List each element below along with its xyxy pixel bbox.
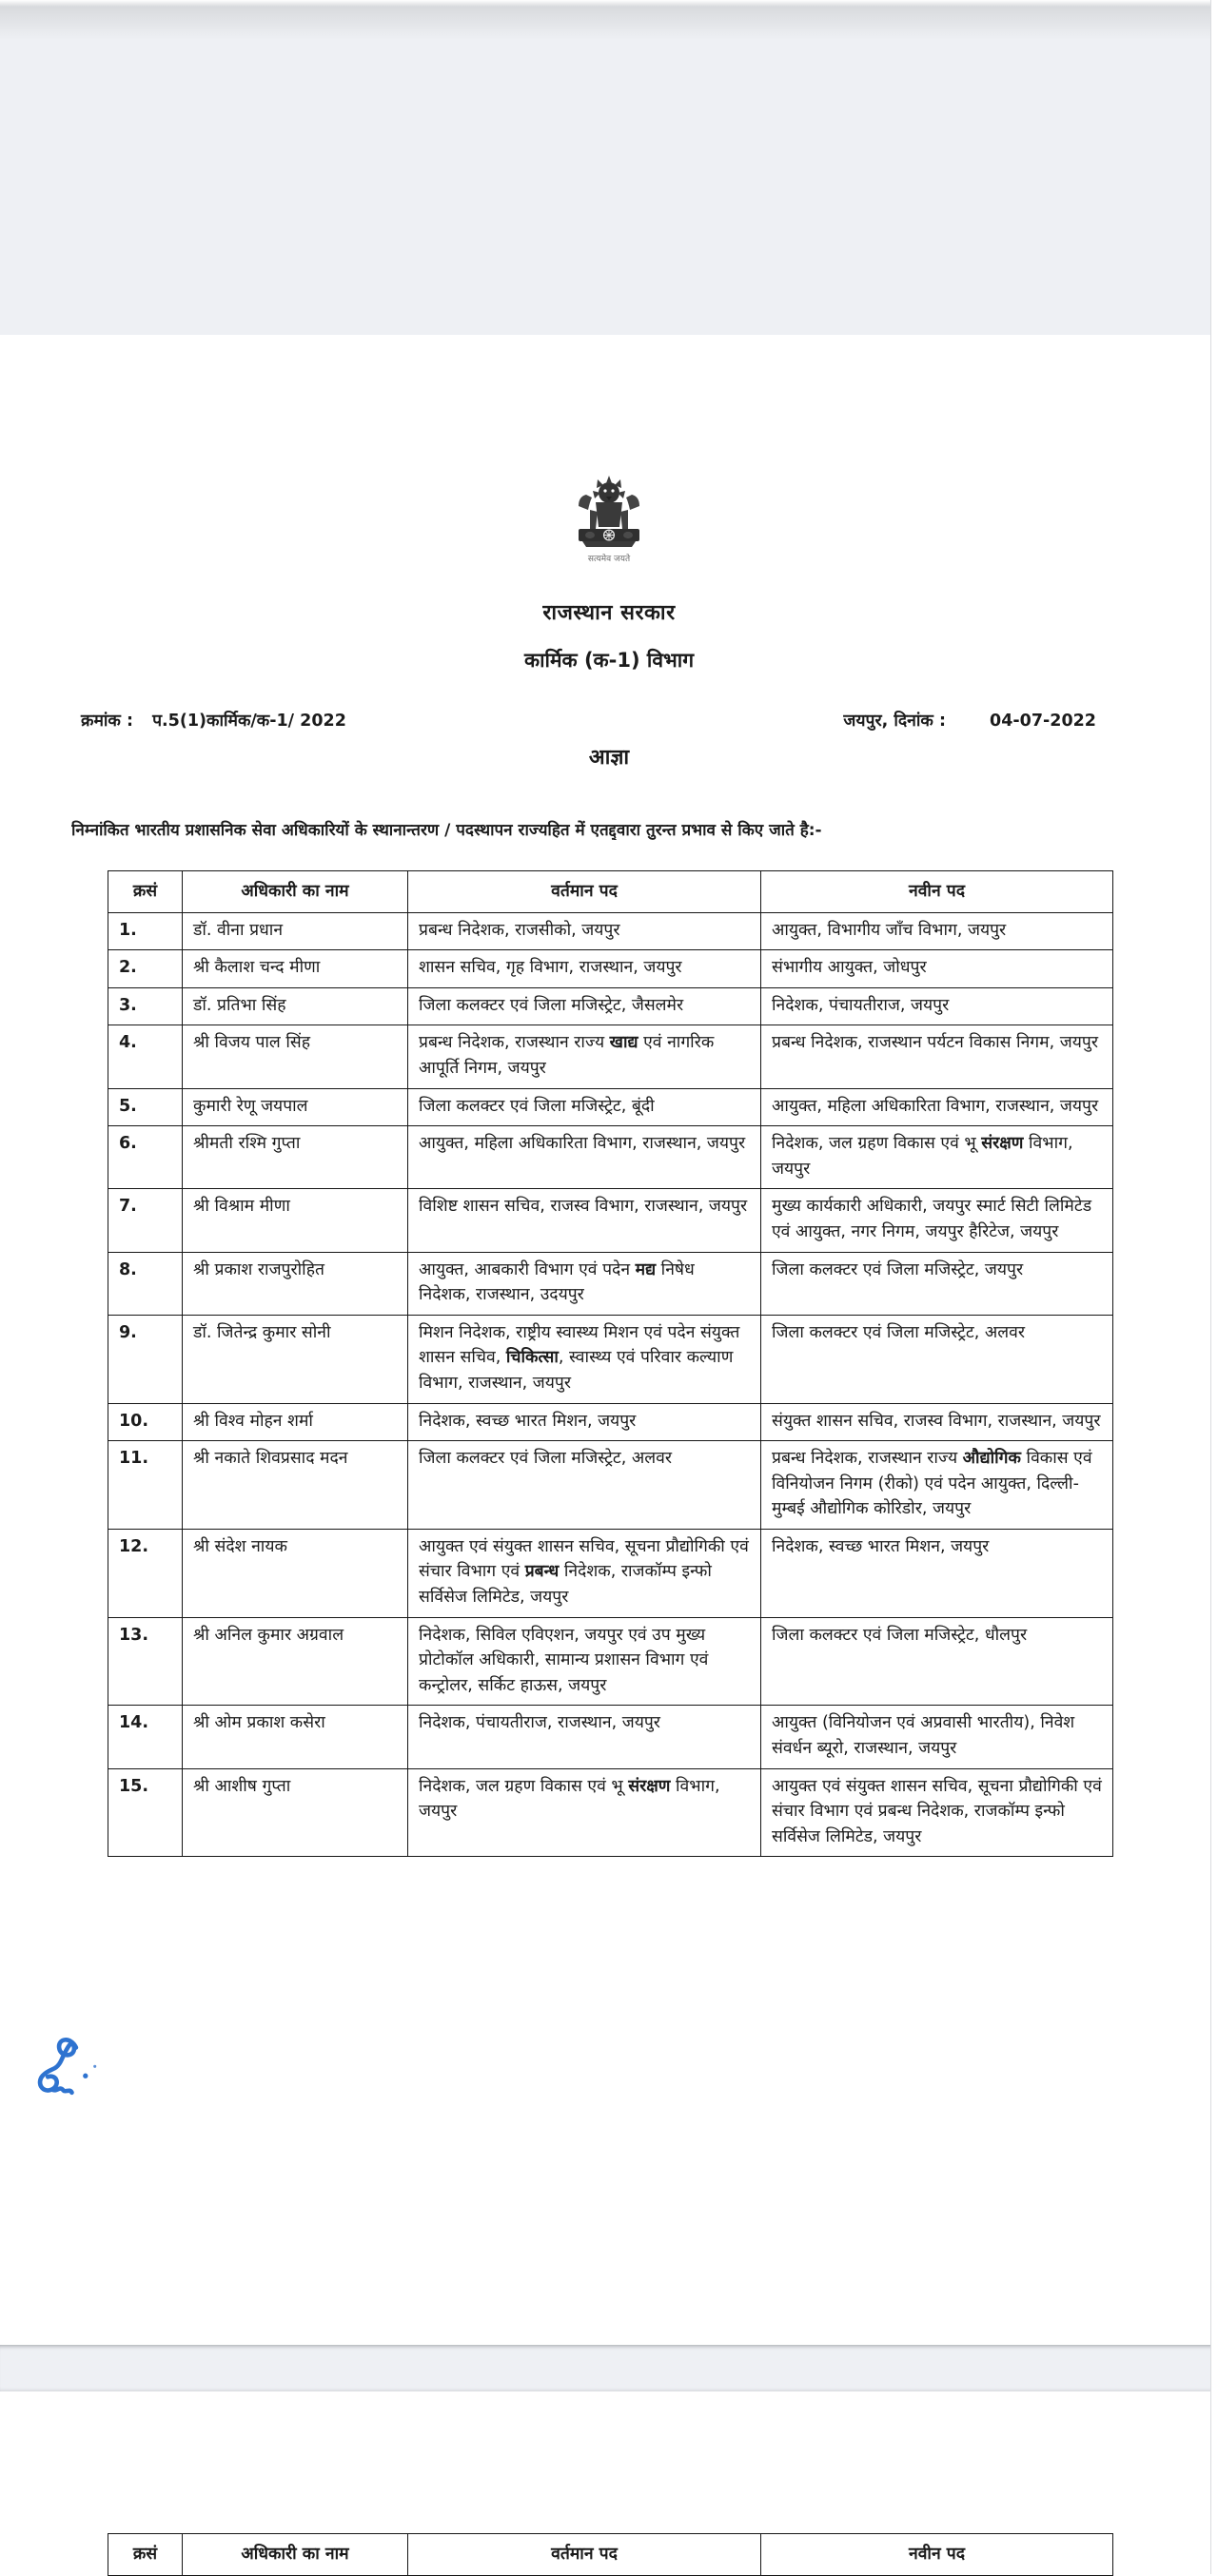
cell-current-post: शासन सचिव, गृह विभाग, राजस्थान, जयपुर: [408, 950, 761, 988]
table-row: [108, 1126, 1113, 1189]
header-officer-name: अधिकारी का नाम: [183, 2534, 408, 2576]
table-row: [108, 1529, 1113, 1617]
cell-new-post: संयुक्त शासन सचिव, राजस्व विभाग, राजस्थान, जयपुर: [761, 1403, 1113, 1441]
cell-officer-name: श्री अनिल कुमार अग्रवाल: [183, 1617, 408, 1706]
table-row: [108, 1617, 1113, 1706]
cell-officer-name: कुमारी रेणू जयपाल: [183, 1088, 408, 1126]
cell-officer-name: श्री कैलाश चन्द मीणा: [183, 950, 408, 988]
table-row: [108, 1315, 1113, 1403]
cell-current-post: निदेशक, स्वच्छ भारत मिशन, जयपुर: [408, 1403, 761, 1441]
cell-officer-name: डॉ. प्रतिभा सिंह: [183, 987, 408, 1025]
cell-new-post: आयुक्त एवं संयुक्त शासन सचिव, सूचना प्रौद्योगिकी एवं संचार विभाग एवं प्रबन्ध निदेशक, राजकॉम्प इन्फो सर्विसेज लिमिटेड, जयपुर: [761, 1768, 1113, 1857]
cell-serial: 4.: [108, 1025, 183, 1088]
emblem-motto: सत्यमेव जयते: [587, 555, 631, 564]
cell-current-post: मिशन निदेशक, राष्ट्रीय स्वास्थ्य मिशन एवं पदेन संयुक्त शासन सचिव, चिकित्सा, स्वास्थ्य एवं परिवार कल्याण विभाग, राजस्थान, जयपुर: [408, 1315, 761, 1403]
right-edge-strip: [1210, 0, 1218, 2574]
reference-number: [81, 709, 346, 732]
second-table-container: [108, 2533, 1113, 2576]
cell-serial: 5.: [108, 1088, 183, 1126]
table-row: [108, 987, 1113, 1025]
cell-serial: 8.: [108, 1252, 183, 1315]
transfer-table-container: [108, 870, 1113, 1857]
intro-paragraph: निम्नांकित भारतीय प्रशासनिक सेवा अधिकारियों के स्थानान्तरण / पदस्थापन राज्यहित में एतद्द्वारा तुरन्त प्रभाव से किए जाते है:-: [71, 821, 822, 840]
cell-current-post: आयुक्त, महिला अधिकारिता विभाग, राजस्थान, जयपुर: [408, 1126, 761, 1189]
second-page: [0, 2391, 1218, 2574]
reference-line: [0, 709, 1218, 732]
cell-serial: 2.: [108, 950, 183, 988]
cell-current-post: जिला कलक्टर एवं जिला मजिस्ट्रेट, बूंदी: [408, 1088, 761, 1126]
page-gap-middle: [0, 2345, 1218, 2391]
cell-officer-name: डॉ. जितेन्द्र कुमार सोनी: [183, 1315, 408, 1403]
cell-new-post: संभागीय आयुक्त, जोधपुर: [761, 950, 1113, 988]
cell-officer-name: श्रीमती रश्मि गुप्ता: [183, 1126, 408, 1189]
cell-serial: 14.: [108, 1706, 183, 1768]
cell-serial: 12.: [108, 1529, 183, 1617]
government-title: राजस्थान सरकार: [542, 601, 676, 625]
table-header-row: [108, 871, 1113, 913]
header-serial: क्रसं: [108, 2534, 183, 2576]
cell-officer-name: डॉ. वीना प्रधान: [183, 912, 408, 950]
cell-new-post: निदेशक, स्वच्छ भारत मिशन, जयपुर: [761, 1529, 1113, 1617]
cell-current-post: निदेशक, सिविल एविएशन, जयपुर एवं उप मुख्य प्रोटोकॉल अधिकारी, सामान्य प्रशासन विभाग एवं कन्ट्रोलर, सर्किट हाऊस, जयपुर: [408, 1617, 761, 1706]
cell-serial: 1.: [108, 912, 183, 950]
cell-current-post: प्रबन्ध निदेशक, राजसीको, जयपुर: [408, 912, 761, 950]
emblem-container: [0, 472, 1218, 597]
cell-new-post: प्रबन्ध निदेशक, राजस्थान पर्यटन विकास निगम, जयपुर: [761, 1025, 1113, 1088]
cell-serial: 10.: [108, 1403, 183, 1441]
place-and-date: [843, 709, 1096, 732]
table-row: [108, 1403, 1113, 1441]
reference-label: क्रमांक :: [81, 712, 133, 731]
cell-serial: 15.: [108, 1768, 183, 1857]
cell-serial: 7.: [108, 1189, 183, 1252]
cell-serial: 9.: [108, 1315, 183, 1403]
cell-new-post: आयुक्त (विनियोजन एवं अप्रवासी भारतीय), निवेश संवर्धन ब्यूरो, राजस्थान, जयपुर: [761, 1706, 1113, 1768]
cell-serial: 6.: [108, 1126, 183, 1189]
cell-officer-name: श्री नकाते शिवप्रसाद मदन: [183, 1441, 408, 1530]
cell-new-post: आयुक्त, विभागीय जाँच विभाग, जयपुर: [761, 912, 1113, 950]
cell-new-post: मुख्य कार्यकारी अधिकारी, जयपुर स्मार्ट सिटी लिमिटेड एवं आयुक्त, नगर निगम, जयपुर हैरिटेज, जयपुर: [761, 1189, 1113, 1252]
cell-new-post: आयुक्त, महिला अधिकारिता विभाग, राजस्थान, जयपुर: [761, 1088, 1113, 1126]
cell-current-post: जिला कलक्टर एवं जिला मजिस्ट्रेट, अलवर: [408, 1441, 761, 1530]
cell-new-post: निदेशक, जल ग्रहण विकास एवं भू संरक्षण विभाग, जयपुर: [761, 1126, 1113, 1189]
table-row: [108, 1252, 1113, 1315]
cell-officer-name: श्री विश्व मोहन शर्मा: [183, 1403, 408, 1441]
cell-current-post: आयुक्त, आबकारी विभाग एवं पदेन मद्य निषेध निदेशक, राजस्थान, उदयपुर: [408, 1252, 761, 1315]
cell-current-post: निदेशक, पंचायतीराज, राजस्थान, जयपुर: [408, 1706, 761, 1768]
cell-current-post: निदेशक, जल ग्रहण विकास एवं भू संरक्षण विभाग, जयपुर: [408, 1768, 761, 1857]
cell-officer-name: श्री ओम प्रकाश कसेरा: [183, 1706, 408, 1768]
reference-value: प.5(1)कार्मिक/क-1/ 2022: [152, 712, 346, 731]
header-officer-name: अधिकारी का नाम: [183, 871, 408, 913]
ink-signature-mark: [25, 2032, 108, 2116]
second-page-table: [108, 2533, 1113, 2576]
cell-new-post: जिला कलक्टर एवं जिला मजिस्ट्रेट, जयपुर: [761, 1252, 1113, 1315]
cell-serial: 11.: [108, 1441, 183, 1530]
table-row: [108, 1768, 1113, 1857]
ashoka-emblem-icon: [561, 472, 657, 594]
place-date-label: जयपुर, दिनांक :: [843, 712, 946, 731]
table-row: [108, 1706, 1113, 1768]
cell-officer-name: श्री प्रकाश राजपुरोहित: [183, 1252, 408, 1315]
order-heading: आज्ञा: [588, 746, 630, 770]
table-row: [108, 1088, 1113, 1126]
cell-current-post: विशिष्ट शासन सचिव, राजस्व विभाग, राजस्थान, जयपुर: [408, 1189, 761, 1252]
header-current-post: वर्तमान पद: [408, 2534, 761, 2576]
cell-new-post: निदेशक, पंचायतीराज, जयपुर: [761, 987, 1113, 1025]
cell-serial: 3.: [108, 987, 183, 1025]
cell-current-post: आयुक्त एवं संयुक्त शासन सचिव, सूचना प्रौद्योगिकी एवं संचार विभाग एवं प्रबन्ध निदेशक, राजकॉम्प इन्फो सर्विसेज लिमिटेड, जयपुर: [408, 1529, 761, 1617]
header-new-post: नवीन पद: [761, 2534, 1113, 2576]
page-gap-top: [0, 0, 1218, 335]
table-header-row: [108, 2534, 1113, 2576]
table-row: [108, 912, 1113, 950]
table-row: [108, 1441, 1113, 1530]
order-date: 04-07-2022: [990, 712, 1096, 731]
cell-officer-name: श्री संदेश नायक: [183, 1529, 408, 1617]
cell-current-post: जिला कलक्टर एवं जिला मजिस्ट्रेट, जैसलमेर: [408, 987, 761, 1025]
cell-new-post: प्रबन्ध निदेशक, राजस्थान राज्य औद्योगिक विकास एवं विनियोजन निगम (रीको) एवं पदेन आयुक्त, दिल्ली-मुम्बई औद्योगिक कोरिडोर, जयपुर: [761, 1441, 1113, 1530]
department-title: कार्मिक (क-1) विभाग: [523, 649, 695, 672]
order-page: [0, 335, 1218, 2345]
cell-serial: 13.: [108, 1617, 183, 1706]
cell-officer-name: श्री आशीष गुप्ता: [183, 1768, 408, 1857]
header-new-post: नवीन पद: [761, 871, 1113, 913]
table-row: [108, 1189, 1113, 1252]
header-serial: क्रसं: [108, 871, 183, 913]
transfer-table: [108, 870, 1113, 1857]
cell-current-post: प्रबन्ध निदेशक, राजस्थान राज्य खाद्य एवं नागरिक आपूर्ति निगम, जयपुर: [408, 1025, 761, 1088]
table-row: [108, 950, 1113, 988]
table-row: [108, 1025, 1113, 1088]
cell-new-post: जिला कलक्टर एवं जिला मजिस्ट्रेट, धौलपुर: [761, 1617, 1113, 1706]
header-current-post: वर्तमान पद: [408, 871, 761, 913]
cell-new-post: जिला कलक्टर एवं जिला मजिस्ट्रेट, अलवर: [761, 1315, 1113, 1403]
cell-officer-name: श्री विश्राम मीणा: [183, 1189, 408, 1252]
cell-officer-name: श्री विजय पाल सिंह: [183, 1025, 408, 1088]
